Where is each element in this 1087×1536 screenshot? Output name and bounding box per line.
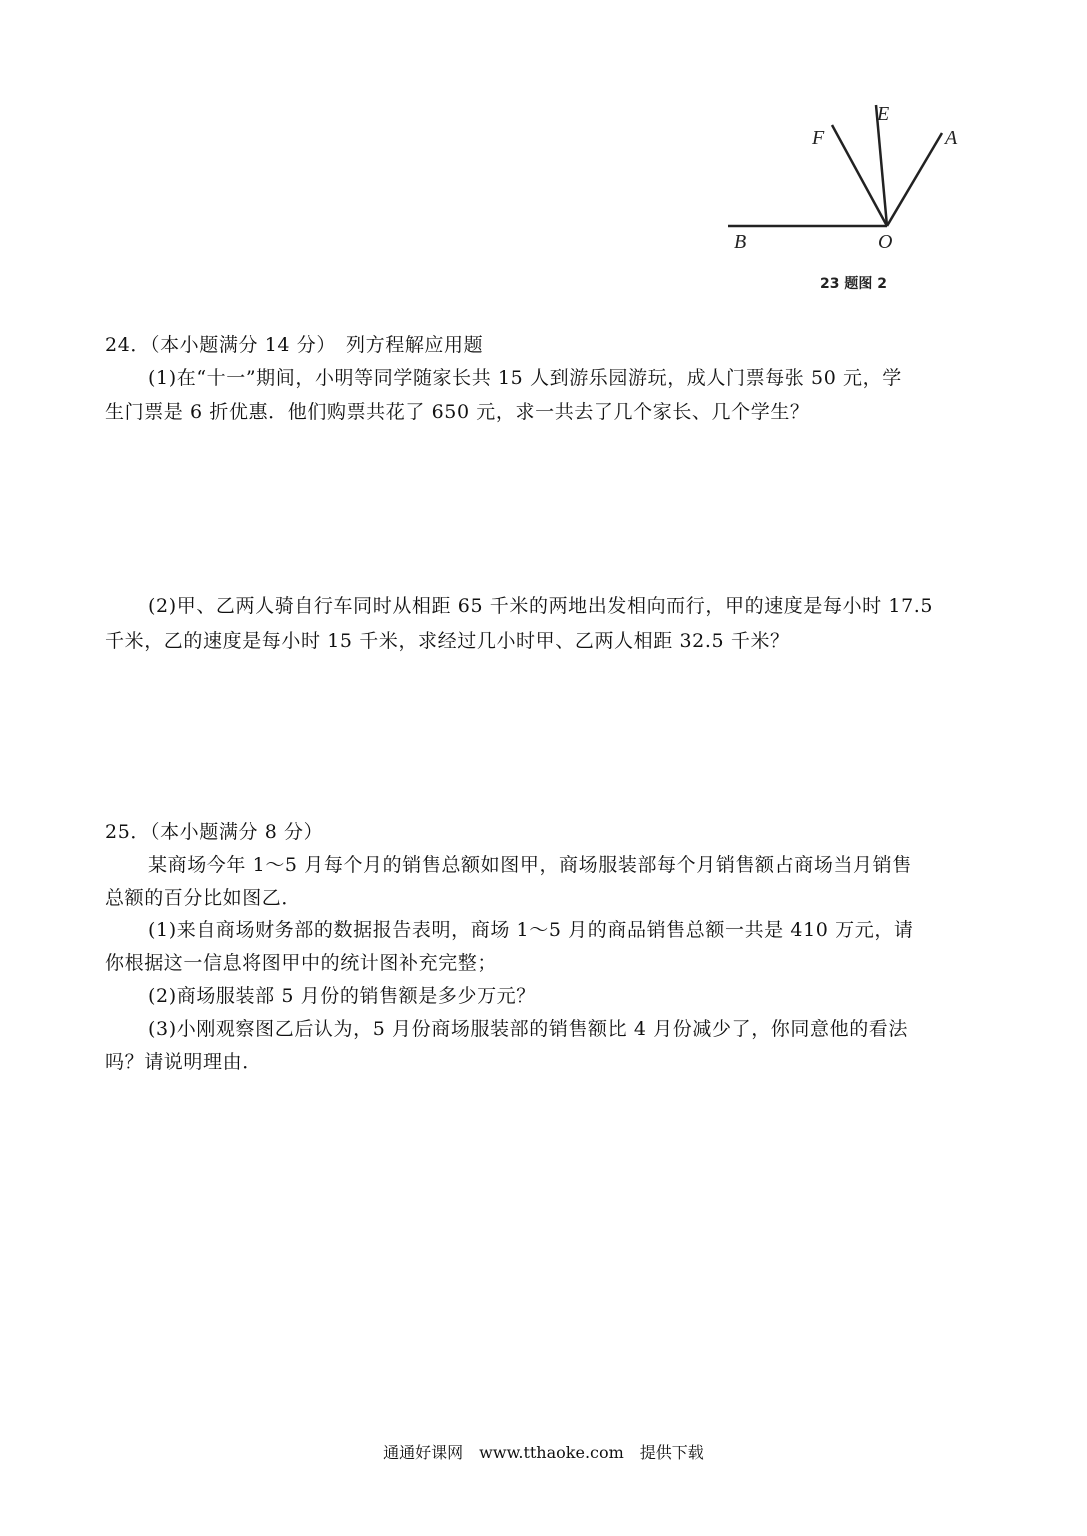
q24-heading: 24．（本小题满分 14 分） 列方程解应用题 — [105, 334, 484, 356]
label-f: F — [812, 127, 825, 149]
q25-part1-line1: (1)来自商场财务部的数据报告表明，商场 1～5 月的商品销售总额一共是 410 万元，请 — [148, 919, 914, 941]
label-a: A — [945, 127, 958, 149]
q25-heading: 25．（本小题满分 8 分） — [105, 821, 324, 843]
footer-text: 通通好课网 www.tthaoke.com 提供下载 — [383, 1443, 704, 1462]
q24-part1-line2: 生门票是 6 折优惠．他们购票共花了 650 元，求一共去了几个家长、几个学生？ — [105, 401, 810, 423]
label-e: E — [877, 103, 890, 125]
q25-part2: (2)商场服装部 5 月份的销售额是多少万元？ — [148, 985, 536, 1007]
q25-intro-line2: 总额的百分比如图乙． — [105, 887, 302, 909]
q25-part3-line2: 吗？请说明理由． — [105, 1051, 262, 1073]
q25-part3-line1: (3)小刚观察图乙后认为，5 月份商场服装部的销售额比 4 月份减少了，你同意他的看法 — [148, 1018, 909, 1040]
q24-part2-line2: 千米，乙的速度是每小时 15 千米，求经过几小时甲、乙两人相距 32.5 千米？ — [105, 630, 790, 652]
label-o: O — [878, 231, 893, 253]
q24-part2-line1: (2)甲、乙两人骑自行车同时从相距 65 千米的两地出发相向而行，甲的速度是每小时 17.5 — [148, 595, 934, 617]
figure-caption: 23 题图 2 — [820, 276, 887, 292]
label-b: B — [734, 231, 747, 253]
angle-figure — [700, 95, 1000, 305]
q25-intro-line1: 某商场今年 1～5 月每个月的销售总额如图甲，商场服装部每个月销售额占商场当月销售 — [148, 854, 912, 876]
q24-part1-line1: (1)在“十一”期间，小明等同学随家长共 15 人到游乐园游玩，成人门票每张 50 元，学 — [148, 367, 902, 389]
q25-part1-line2: 你根据这一信息将图甲中的统计图补充完整； — [105, 952, 498, 974]
ray-oa — [887, 133, 942, 226]
